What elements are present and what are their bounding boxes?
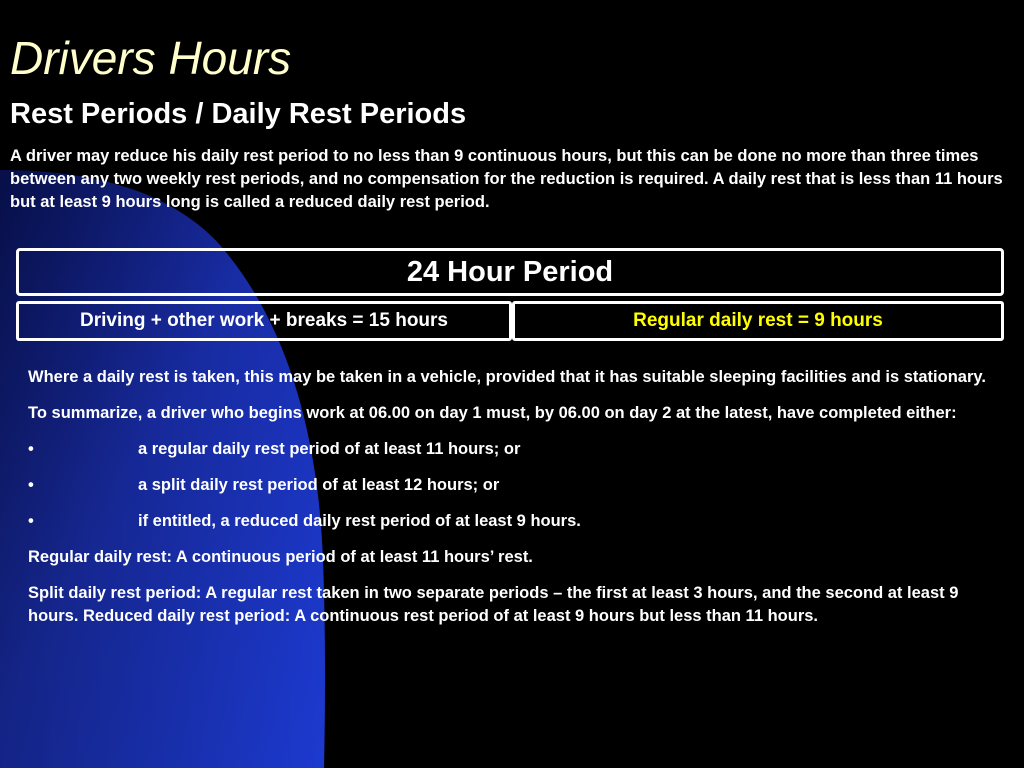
paragraph-vehicle-rest: Where a daily rest is taken, this may be taken in a vehicle, provided that it has suitable sleeping facilities and is stationary. xyxy=(28,368,986,386)
period-box-label: 24 Hour Period xyxy=(406,255,614,288)
intro-paragraph: A driver may reduce his daily rest period to no less than 9 continuous hours, but this can be done no more than three times between any two weekly rest periods, and no compensation for the reduction is required. A daily rest that is less than 11 hours but at least 9 hours long is called a reduced daily rest period. xyxy=(10,147,1003,211)
body-text xyxy=(28,366,1003,641)
paragraph-split-rest-definition: Split daily rest period: A regular rest taken in two separate periods – the first at least 3 hours, and the second at least 9 hours. Reduced daily rest period: A continuous rest period of at least 9 hours but less than 11 hours. xyxy=(28,584,959,625)
regular-rest-label: Regular daily rest = 9 hours xyxy=(633,310,883,331)
regular-rest-cell xyxy=(512,301,1004,341)
slide-title: Drivers Hours xyxy=(10,32,292,84)
bullet-text: a split daily rest period of at least 12 hours; or xyxy=(138,476,500,494)
bullet-icon: • xyxy=(28,440,34,458)
list-item xyxy=(28,474,1003,497)
paragraph-summary: To summarize, a driver who begins work at 06.00 on day 1 must, by 06.00 on day 2 at the latest, have completed either: xyxy=(28,404,957,422)
driving-work-cell xyxy=(16,301,512,341)
driving-work-label: Driving + other work + breaks = 15 hours xyxy=(80,310,448,331)
list-item xyxy=(28,438,1003,461)
slide-subtitle: Rest Periods / Daily Rest Periods xyxy=(10,98,467,130)
paragraph-regular-rest-definition: Regular daily rest: A continuous period of at least 11 hours’ rest. xyxy=(28,548,533,566)
bullet-text: if entitled, a reduced daily rest period of at least 9 hours. xyxy=(138,512,581,530)
list-item xyxy=(28,510,1003,533)
bullet-icon: • xyxy=(28,476,34,494)
24-hour-period-box xyxy=(16,248,1004,296)
bullet-text: a regular daily rest period of at least 11 hours; or xyxy=(138,440,521,458)
bullet-icon: • xyxy=(28,512,34,530)
period-split-row xyxy=(16,301,1004,341)
